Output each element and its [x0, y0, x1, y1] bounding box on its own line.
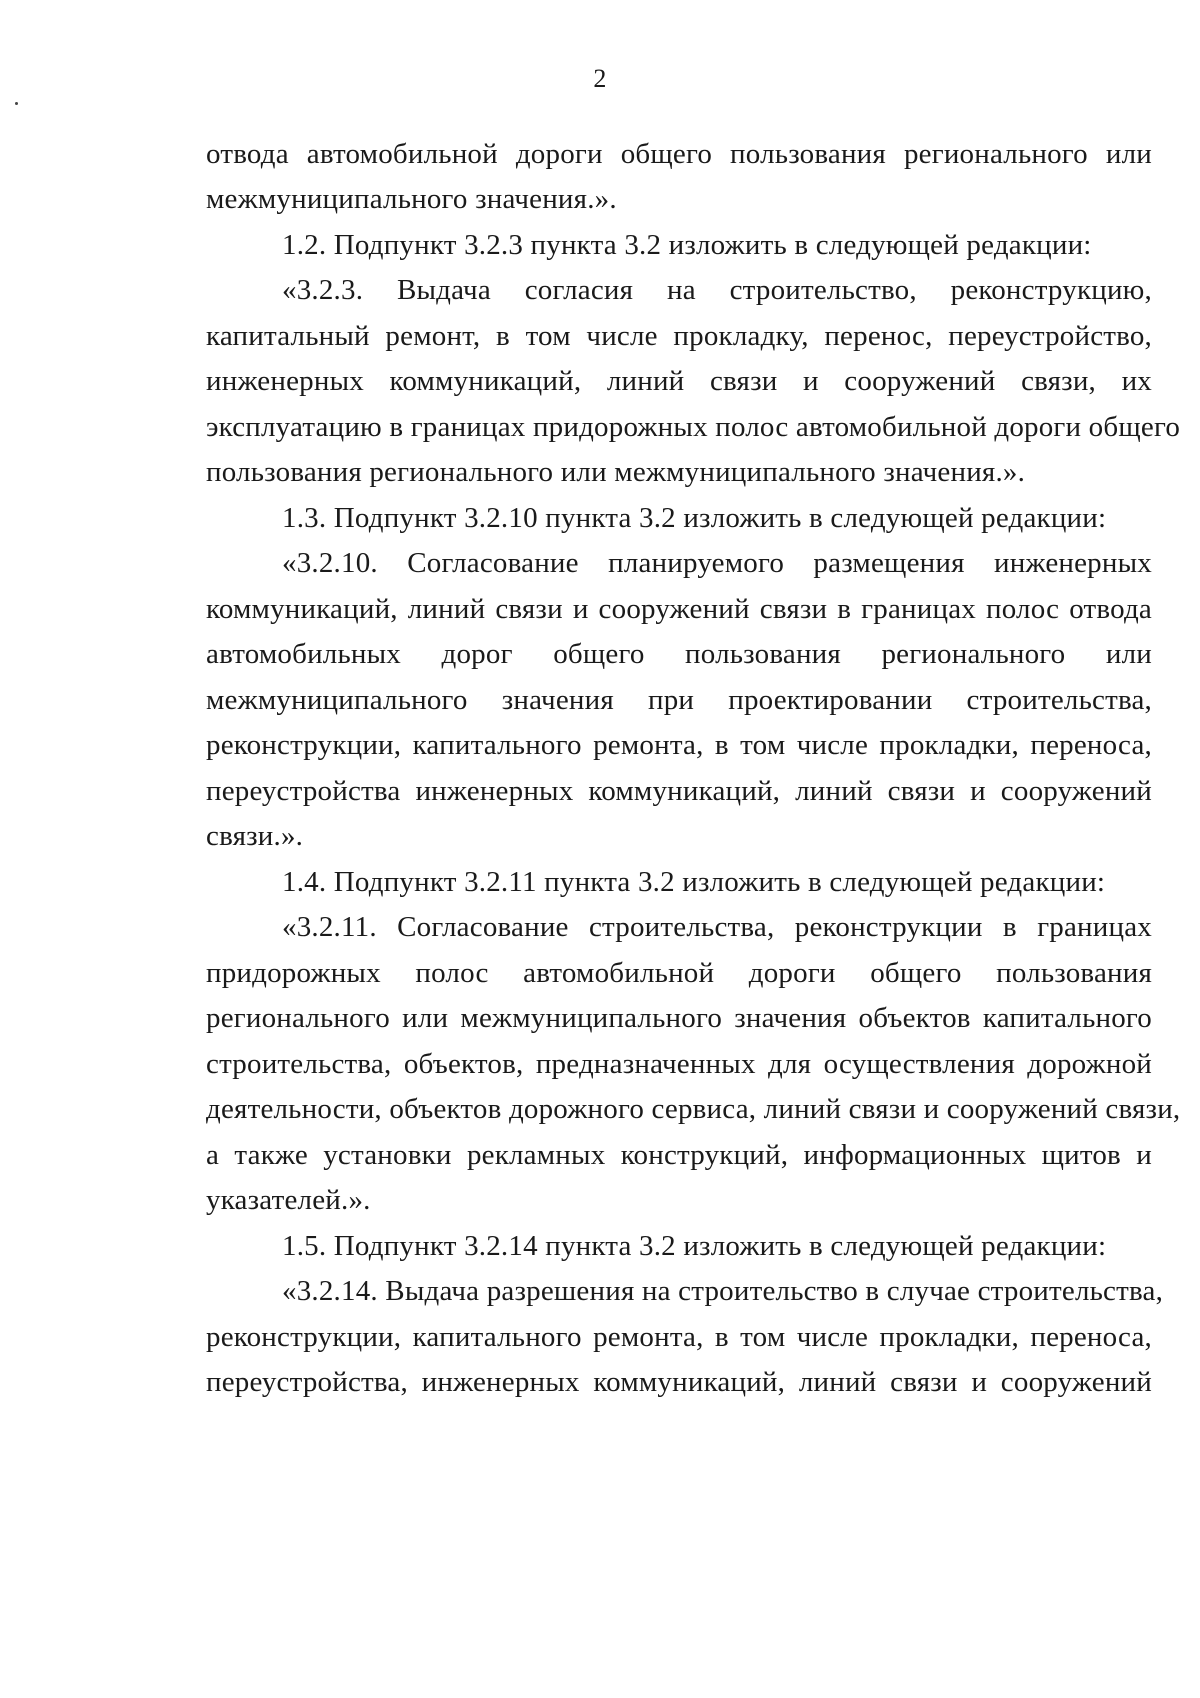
text-line: строительства, объектов, предназначенных для осуществления дорожной: [206, 1048, 1152, 1080]
text-line: «3.2.14. Выдача разрешения на строительство в случае строительства,: [282, 1275, 1164, 1307]
text-line: капитальный ремонт, в том числе прокладку, перенос, переустройство,: [206, 320, 1152, 352]
text-line: 1.3. Подпункт 3.2.10 пункта 3.2 изложить в следующей редакции:: [282, 502, 1107, 534]
text-line: эксплуатацию в границах придорожных полос автомобильной дороги общего: [206, 411, 1181, 443]
text-line: придорожных полос автомобильной дороги общего пользования: [206, 957, 1152, 989]
text-line: «3.2.11. Согласование строительства, реконструкции в границах: [282, 911, 1152, 943]
text-line: переустройства, инженерных коммуникаций, линий связи и сооружений: [206, 1366, 1152, 1398]
text-line: а также установки рекламных конструкций, информационных щитов и: [206, 1139, 1152, 1171]
text-line: отвода автомобильной дороги общего пользования регионального или: [206, 138, 1152, 170]
text-line: 1.2. Подпункт 3.2.3 пункта 3.2 изложить в следующей редакции:: [282, 229, 1092, 261]
text-line: инженерных коммуникаций, линий связи и сооружений связи, их: [206, 365, 1152, 397]
text-line: переустройства инженерных коммуникаций, линий связи и сооружений: [206, 775, 1152, 807]
text-line: реконструкции, капитального ремонта, в том числе прокладки, переноса,: [206, 1321, 1152, 1353]
page-number: 2: [593, 64, 607, 93]
text-line: 1.5. Подпункт 3.2.14 пункта 3.2 изложить в следующей редакции:: [282, 1230, 1107, 1262]
text-line: межмуниципального значения при проектировании строительства,: [206, 684, 1152, 716]
text-line: указателей.».: [206, 1184, 371, 1216]
text-line: деятельности, объектов дорожного сервиса, линий связи и сооружений связи,: [206, 1093, 1181, 1125]
text-line: реконструкции, капитального ремонта, в том числе прокладки, переноса,: [206, 729, 1152, 761]
text-line: связи.».: [206, 820, 304, 852]
text-line: 1.4. Подпункт 3.2.11 пункта 3.2 изложить в следующей редакции:: [282, 866, 1106, 898]
text-line: межмуниципального значения.».: [206, 183, 617, 215]
scan-speck: [15, 102, 18, 105]
text-line: регионального или межмуниципального значения объектов капитального: [206, 1002, 1152, 1034]
text-line: автомобильных дорог общего пользования регионального или: [206, 638, 1152, 670]
text-line: «3.2.3. Выдача согласия на строительство, реконструкцию,: [282, 274, 1152, 306]
text-line: коммуникаций, линий связи и сооружений связи в границах полос отвода: [206, 593, 1152, 625]
text-line: пользования регионального или межмуниципального значения.».: [206, 456, 1026, 488]
text-line: «3.2.10. Согласование планируемого размещения инженерных: [282, 547, 1152, 579]
